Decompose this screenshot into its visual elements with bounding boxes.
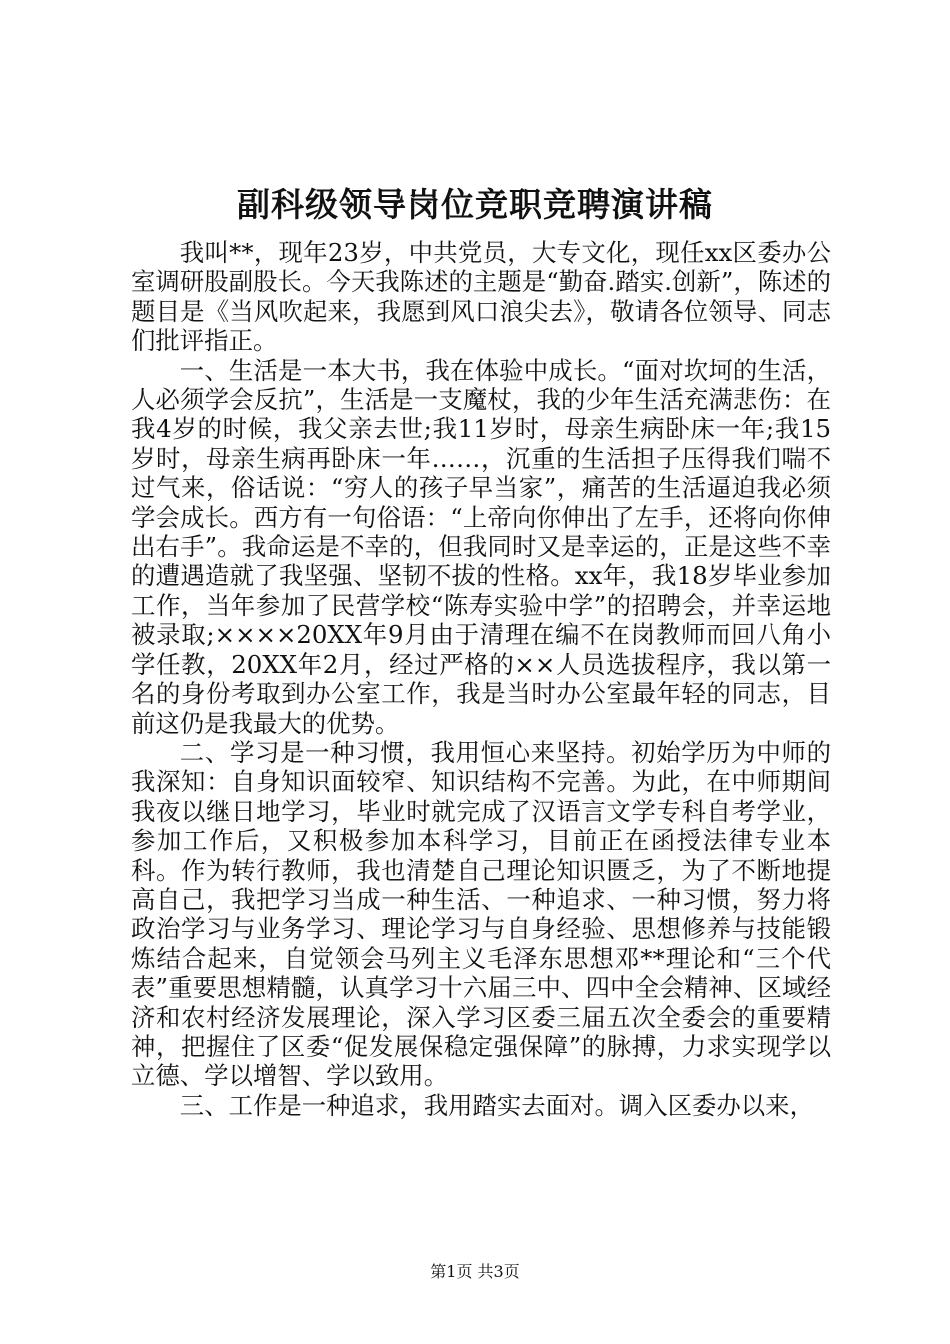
paragraph-intro: 我叫**，现年23岁，中共党员，大专文化，现任xx区委办公室调研股副股长。今天我陈述的主题是“勤奋.踏实.创新”，陈述的题目是《当风吹起来，我愿到风口浪尖去》，敬请各位领导、同志们批评指正。 [131,238,831,356]
paragraph-study: 二、学习是一种习惯，我用恒心来坚持。初始学历为中师的我深知：自身知识面较窄、知识结构不完善。为此，在中师期间我夜以继日地学习，毕业时就完成了汉语言文学专科自考学业，参加工作后，又积极参加本科学习，目前正在函授法律专业本科。作为转行教师，我也清楚自己理论知识匮乏，为了不断地提高自己，我把学习当成一种生活、一种追求、一种习惯，努力将政治学习与业务学习、理论学习与自身经验、思想修养与技能锻炼结合起来，自觉领会马列主义毛泽东思想邓**理论和“三个代表”重要思想精髓，认真学习十六届三中、四中全会精神、区域经济和农村经济发展理论，深入学习区委三届五次全委会的重要精神，把握住了区委“促发展保稳定强保障”的脉搏，力求实现学以立德、学以增智、学以致用。 [131,737,831,1091]
page-indicator: 第1页 共3页 [430,1262,520,1281]
paragraph-life: 一、生活是一本大书，我在体验中成长。“面对坎坷的生活，人必须学会反抗”，生活是一支魔杖，我的少年生活充满悲伤：在我4岁的时候，我父亲去世;我11岁时，母亲生病卧床一年;我15岁时，母亲生病再卧床一年……，沉重的生活担子压得我们喘不过气来，俗话说：“穷人的孩子早当家”，痛苦的生活逼迫我必须学会成长。西方有一句俗语：“上帝向你伸出了左手，还将向你伸出右手”。我命运是不幸的，但我同时又是幸运的，正是这些不幸的遭遇造就了我坚强、坚韧不拔的性格。xx年，我18岁毕业参加工作，当年参加了民营学校“陈寿实验中学”的招聘会，并幸运地被录取;××××20XX年9月由于清理在编不在岗教师而回八角小学任教，20XX年2月，经过严格的××人员选拔程序，我以第一名的身份考取到办公室工作，我是当时办公室最年轻的同志，目前这仍是我最大的优势。 [131,355,831,738]
document-body [131,238,831,1120]
paragraph-work: 三、工作是一种追求，我用踏实去面对。调入区委办以来， [179,1090,814,1120]
document-title: 副科级领导岗位竞职竞聘演讲稿 [237,185,713,224]
